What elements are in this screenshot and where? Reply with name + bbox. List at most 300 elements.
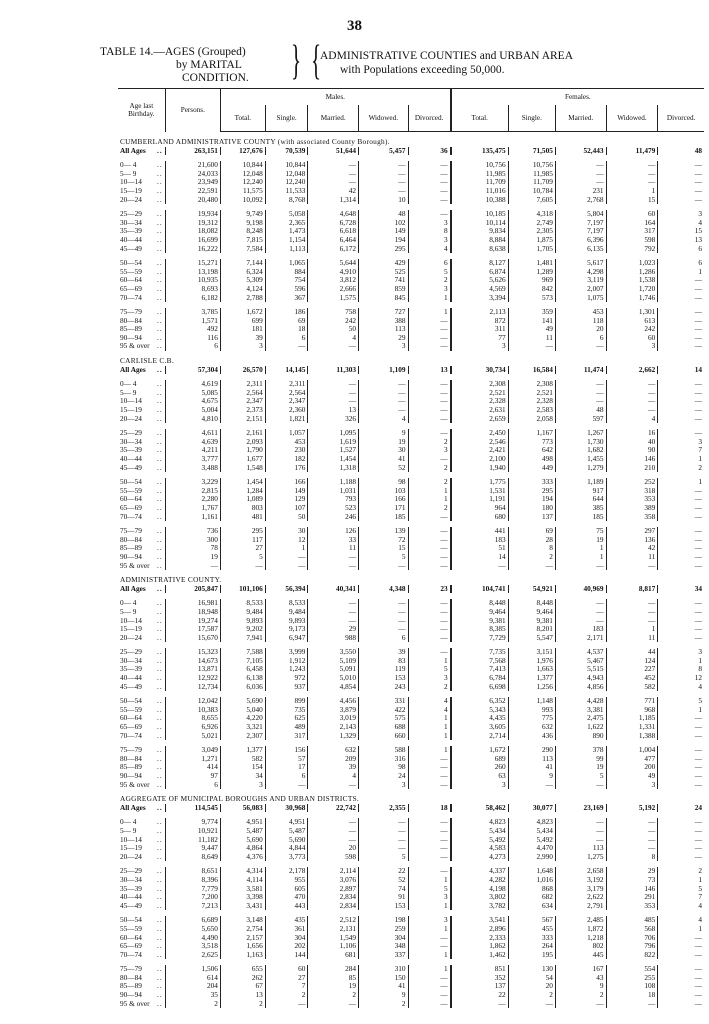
table-row: [118, 844, 704, 853]
value-cell: —: [308, 553, 359, 562]
value-cell: 42: [606, 544, 658, 553]
value-cell: —: [658, 406, 704, 415]
value-cell: —: [359, 170, 408, 179]
value-cell: 4,114: [220, 876, 265, 885]
table-row: [118, 836, 704, 845]
value-cell: 49: [508, 325, 555, 334]
age-label: 45—49: [120, 244, 142, 253]
value-cell: 7,213: [165, 902, 220, 911]
value-cell: 17,587: [165, 625, 220, 634]
value-cell: 2,631: [451, 406, 509, 415]
leader-dots: ..: [157, 999, 163, 1008]
value-cell: —: [606, 178, 658, 187]
value-cell: 2,308: [508, 380, 555, 389]
value-cell: 1: [658, 876, 704, 885]
value-cell: 5,109: [308, 657, 359, 666]
value-cell: 868: [508, 885, 555, 894]
value-cell: 7,144: [220, 259, 265, 268]
value-cell: 139: [359, 527, 408, 536]
value-cell: —: [408, 781, 451, 790]
value-cell: 2,114: [308, 867, 359, 876]
value-cell: 146: [606, 455, 658, 464]
age-label: 15—19: [120, 406, 142, 415]
value-cell: —: [308, 170, 359, 179]
value-cell: 453: [555, 308, 606, 317]
value-cell: 1,318: [308, 464, 359, 473]
value-cell: 4,198: [451, 885, 509, 894]
value-cell: 429: [359, 259, 408, 268]
value-cell: 127,676: [220, 147, 265, 156]
leader-dots: ..: [157, 512, 163, 521]
value-cell: 964: [451, 504, 509, 513]
age-label: All Ages: [120, 146, 146, 155]
value-cell: 36: [408, 147, 451, 156]
age-label: 30—34: [120, 875, 142, 884]
value-cell: 34: [220, 772, 265, 781]
age-group-cell: [118, 308, 165, 317]
value-cell: 12: [658, 674, 704, 683]
value-cell: 19: [555, 763, 606, 772]
value-cell: 8,768: [265, 196, 308, 205]
value-cell: —: [658, 836, 704, 845]
value-cell: 101,106: [220, 585, 265, 594]
leader-dots: ..: [157, 818, 163, 827]
value-cell: 11: [308, 544, 359, 553]
value-cell: 6: [555, 334, 606, 343]
value-cell: 2,373: [220, 406, 265, 415]
age-group-cell: [118, 781, 165, 790]
table-row: [118, 562, 704, 571]
value-cell: 3,777: [165, 455, 220, 464]
value-cell: 3,148: [220, 916, 265, 925]
value-cell: 614: [165, 974, 220, 983]
value-cell: 98: [359, 478, 408, 487]
value-cell: 4,273: [451, 853, 509, 862]
value-cell: 18,082: [165, 227, 220, 236]
age-group-cell: [118, 236, 165, 245]
value-cell: 2,328: [451, 397, 509, 406]
value-cell: 1,875: [508, 236, 555, 245]
value-cell: 67: [220, 982, 265, 991]
age-group-cell: [118, 755, 165, 764]
value-cell: —: [606, 406, 658, 415]
value-cell: 182: [265, 455, 308, 464]
age-label: 35—39: [120, 665, 142, 674]
value-cell: 2,754: [220, 925, 265, 934]
value-cell: 4: [658, 902, 704, 911]
value-cell: 2: [408, 504, 451, 513]
leader-dots: ..: [157, 933, 163, 942]
value-cell: 2,308: [451, 380, 509, 389]
title-line-3: CONDITION.: [182, 72, 249, 84]
age-group-cell: [118, 276, 165, 285]
age-group-cell: [118, 648, 165, 657]
value-cell: 259: [359, 925, 408, 934]
value-cell: 8,655: [165, 714, 220, 723]
leader-dots: ..: [157, 697, 163, 706]
value-cell: 582: [606, 683, 658, 692]
value-cell: 3,151: [508, 648, 555, 657]
header-females-divorced: Divorced.: [658, 105, 704, 132]
age-label: 40—44: [120, 455, 142, 463]
value-cell: 71,505: [508, 147, 555, 156]
value-cell: 2,311: [220, 380, 265, 389]
value-cell: 3,802: [451, 893, 509, 902]
value-cell: —: [555, 562, 606, 571]
value-cell: —: [265, 342, 308, 351]
leader-dots: ..: [157, 397, 163, 406]
value-cell: —: [359, 625, 408, 634]
age-label: 95 & over: [120, 561, 150, 570]
value-cell: 1,377: [220, 746, 265, 755]
value-cell: 1: [408, 487, 451, 496]
value-cell: 6: [658, 259, 704, 268]
age-label: 25—29: [120, 867, 142, 876]
value-cell: 242: [308, 317, 359, 326]
value-cell: 8,448: [508, 599, 555, 608]
value-cell: 3,398: [220, 893, 265, 902]
table-row: [118, 245, 704, 254]
leader-dots: ..: [157, 429, 163, 438]
table-row: [118, 415, 704, 424]
leader-dots: ..: [157, 503, 163, 512]
value-cell: —: [606, 599, 658, 608]
value-cell: —: [508, 781, 555, 790]
value-cell: 2: [408, 683, 451, 692]
age-group-cell: [118, 893, 165, 902]
value-cell: —: [606, 1000, 658, 1009]
leader-dots: ..: [157, 844, 163, 853]
value-cell: —: [555, 161, 606, 170]
age-group-cell: [118, 732, 165, 741]
value-cell: 5,091: [308, 665, 359, 674]
age-label: 50—54: [120, 697, 142, 706]
value-cell: 4,337: [451, 867, 509, 876]
age-label: 95 & over: [120, 780, 150, 789]
age-group-cell: [118, 599, 165, 608]
value-cell: 194: [508, 495, 555, 504]
value-cell: 3,773: [265, 853, 308, 862]
value-cell: 8,651: [165, 867, 220, 876]
leader-dots: ..: [157, 437, 163, 446]
value-cell: 13: [220, 991, 265, 1000]
leader-dots: ..: [157, 965, 163, 974]
age-group-cell: [118, 634, 165, 643]
value-cell: —: [408, 161, 451, 170]
value-cell: 6: [165, 342, 220, 351]
value-cell: 78: [165, 544, 220, 553]
value-cell: 21,600: [165, 161, 220, 170]
table-row: [118, 236, 704, 245]
value-cell: 209: [308, 755, 359, 764]
value-cell: 4,951: [265, 818, 308, 827]
value-cell: 492: [165, 325, 220, 334]
value-cell: 1,746: [606, 294, 658, 303]
leader-dots: ..: [157, 616, 163, 625]
age-group-cell: [118, 876, 165, 885]
value-cell: 2,666: [308, 285, 359, 294]
table-row: [118, 259, 704, 268]
age-label: 60—64: [120, 276, 142, 285]
value-cell: 2,791: [555, 902, 606, 911]
value-cell: 166: [359, 495, 408, 504]
leader-dots: ..: [157, 333, 163, 342]
age-group-cell: [118, 714, 165, 723]
value-cell: —: [658, 544, 704, 553]
age-group-cell: [118, 934, 165, 943]
value-cell: 1,148: [508, 697, 555, 706]
value-cell: 1,016: [508, 876, 555, 885]
table-row: [118, 178, 704, 187]
value-cell: 126: [308, 527, 359, 536]
value-cell: 20,480: [165, 196, 220, 205]
value-cell: 5: [359, 553, 408, 562]
value-cell: 1,548: [220, 464, 265, 473]
age-label: 40—44: [120, 893, 142, 902]
value-cell: 6,135: [555, 245, 606, 254]
value-cell: —: [555, 599, 606, 608]
value-cell: 153: [359, 674, 408, 683]
value-cell: 60: [606, 210, 658, 219]
value-cell: 3: [606, 342, 658, 351]
age-group-cell: [118, 268, 165, 277]
value-cell: 40,969: [555, 585, 606, 594]
value-cell: 8,693: [165, 285, 220, 294]
value-cell: 113: [555, 844, 606, 853]
table-row: [118, 170, 704, 179]
value-cell: —: [359, 562, 408, 571]
value-cell: 52: [359, 876, 408, 885]
value-cell: 2,113: [451, 308, 509, 317]
leader-dots: ..: [157, 714, 163, 723]
leader-dots: ..: [157, 973, 163, 982]
value-cell: 56,394: [265, 585, 308, 594]
value-cell: —: [555, 397, 606, 406]
value-cell: 295: [508, 487, 555, 496]
value-cell: 575: [359, 714, 408, 723]
value-cell: 1,455: [555, 455, 606, 464]
value-cell: —: [359, 617, 408, 626]
value-cell: 993: [508, 706, 555, 715]
value-cell: 5,467: [555, 657, 606, 666]
value-cell: 230: [265, 446, 308, 455]
value-cell: 1,677: [220, 455, 265, 464]
value-cell: 2,834: [308, 893, 359, 902]
value-cell: 291: [606, 893, 658, 902]
value-cell: 149: [265, 487, 308, 496]
value-cell: 135,475: [451, 147, 509, 156]
value-cell: 317: [606, 227, 658, 236]
value-cell: 688: [359, 723, 408, 732]
value-cell: 455: [508, 925, 555, 934]
leader-dots: ..: [157, 763, 163, 772]
value-cell: —: [408, 942, 451, 951]
value-cell: 295: [220, 527, 265, 536]
leader-dots: ..: [157, 780, 163, 789]
value-cell: 10,844: [265, 161, 308, 170]
age-label: 45—49: [120, 463, 142, 472]
value-cell: 6: [408, 259, 451, 268]
value-cell: 6: [165, 781, 220, 790]
value-cell: 16,222: [165, 245, 220, 254]
value-cell: —: [165, 562, 220, 571]
value-cell: 14,145: [265, 366, 308, 375]
value-cell: 97: [165, 772, 220, 781]
value-cell: —: [606, 562, 658, 571]
value-cell: 1: [408, 714, 451, 723]
value-cell: 14: [658, 366, 704, 375]
table-row: [118, 285, 704, 294]
value-cell: —: [606, 389, 658, 398]
value-cell: 85: [308, 974, 359, 983]
value-cell: 3: [451, 342, 509, 351]
value-cell: 316: [359, 755, 408, 764]
value-cell: —: [658, 325, 704, 334]
value-cell: 443: [265, 902, 308, 911]
value-cell: 15,271: [165, 259, 220, 268]
value-cell: —: [658, 527, 704, 536]
value-cell: 2: [308, 991, 359, 1000]
value-cell: 6,926: [165, 723, 220, 732]
value-cell: 5,547: [508, 634, 555, 643]
subtitle-line-1: ADMINISTRATIVE COUNTIES and URBAN AREA: [320, 50, 573, 62]
age-label: 35—39: [120, 227, 142, 236]
table-row: [118, 763, 704, 772]
value-cell: 16,699: [165, 236, 220, 245]
table-row: [118, 732, 704, 741]
value-cell: —: [606, 844, 658, 853]
age-group-cell: [118, 527, 165, 536]
table-row: [118, 553, 704, 562]
value-cell: 2,305: [508, 227, 555, 236]
value-cell: 2,815: [165, 487, 220, 496]
age-label: 70—74: [120, 731, 142, 740]
value-cell: 1: [658, 268, 704, 277]
age-group-cell: [118, 389, 165, 398]
section-title-row: [118, 132, 704, 147]
value-cell: 113: [359, 325, 408, 334]
value-cell: —: [658, 991, 704, 1000]
value-cell: 5,040: [220, 706, 265, 715]
value-cell: —: [658, 178, 704, 187]
value-cell: 4,282: [451, 876, 509, 885]
value-cell: 5,192: [606, 804, 658, 813]
value-cell: 1,331: [606, 723, 658, 732]
value-cell: 10,844: [220, 161, 265, 170]
value-cell: —: [359, 178, 408, 187]
value-cell: 8,638: [451, 245, 509, 254]
value-cell: 689: [451, 755, 509, 764]
value-cell: 4: [308, 334, 359, 343]
value-cell: 568: [606, 925, 658, 934]
age-group-cell: [118, 804, 165, 813]
value-cell: 361: [265, 925, 308, 934]
value-cell: 2: [508, 553, 555, 562]
value-cell: 1: [408, 951, 451, 960]
value-cell: 1,672: [220, 308, 265, 317]
table-row: [118, 965, 704, 974]
value-cell: —: [555, 1000, 606, 1009]
value-cell: 1,705: [508, 245, 555, 254]
value-cell: 588: [359, 746, 408, 755]
value-cell: 2,896: [451, 925, 509, 934]
table-row: [118, 276, 704, 285]
value-cell: —: [658, 844, 704, 853]
age-group-cell: [118, 951, 165, 960]
table-row: [118, 429, 704, 438]
value-cell: 2,768: [555, 196, 606, 205]
value-cell: 176: [265, 464, 308, 473]
age-group-cell: [118, 665, 165, 674]
age-label: 55—59: [120, 924, 142, 933]
header-males-married: Married.: [308, 105, 359, 132]
value-cell: 19,274: [165, 617, 220, 626]
value-cell: 15,323: [165, 648, 220, 657]
value-cell: 30,968: [265, 804, 308, 813]
value-cell: 2,714: [451, 732, 509, 741]
age-group-cell: [118, 415, 165, 424]
header-females-widowed: Widowed.: [606, 105, 658, 132]
leader-dots: ..: [157, 169, 163, 178]
section-title-row: [118, 351, 704, 366]
age-label: 95 & over: [120, 342, 150, 351]
value-cell: 11,479: [606, 147, 658, 156]
age-group-cell: [118, 438, 165, 447]
value-cell: 1,301: [606, 308, 658, 317]
value-cell: —: [606, 617, 658, 626]
value-cell: 523: [308, 504, 359, 513]
value-cell: 1,314: [308, 196, 359, 205]
value-cell: 1,109: [359, 366, 408, 375]
value-cell: 22,742: [308, 804, 359, 813]
value-cell: 12: [265, 536, 308, 545]
value-cell: —: [408, 827, 451, 836]
value-cell: 19: [359, 438, 408, 447]
value-cell: 103: [359, 487, 408, 496]
age-group-cell: [118, 495, 165, 504]
value-cell: 5,434: [508, 827, 555, 836]
value-cell: 2,583: [508, 406, 555, 415]
table-row: [118, 746, 704, 755]
leader-dots: ..: [157, 478, 163, 487]
value-cell: 1: [408, 657, 451, 666]
value-cell: 2,151: [220, 415, 265, 424]
table-row: [118, 617, 704, 626]
value-cell: 6,138: [220, 674, 265, 683]
value-cell: 477: [606, 755, 658, 764]
table-row: [118, 487, 704, 496]
value-cell: —: [658, 965, 704, 974]
age-label: 30—34: [120, 656, 142, 665]
value-cell: —: [408, 853, 451, 862]
value-cell: 1,154: [265, 236, 308, 245]
value-cell: 12,042: [165, 697, 220, 706]
value-cell: 153: [359, 902, 408, 911]
table-row: [118, 599, 704, 608]
value-cell: 5: [359, 853, 408, 862]
leader-dots: ..: [157, 406, 163, 415]
value-cell: —: [658, 608, 704, 617]
value-cell: 304: [359, 934, 408, 943]
value-cell: 792: [606, 245, 658, 254]
value-cell: 822: [606, 951, 658, 960]
age-group-cell: [118, 818, 165, 827]
leader-dots: ..: [157, 308, 163, 317]
value-cell: 582: [220, 755, 265, 764]
table-row: [118, 438, 704, 447]
value-cell: 634: [508, 902, 555, 911]
value-cell: 554: [606, 965, 658, 974]
